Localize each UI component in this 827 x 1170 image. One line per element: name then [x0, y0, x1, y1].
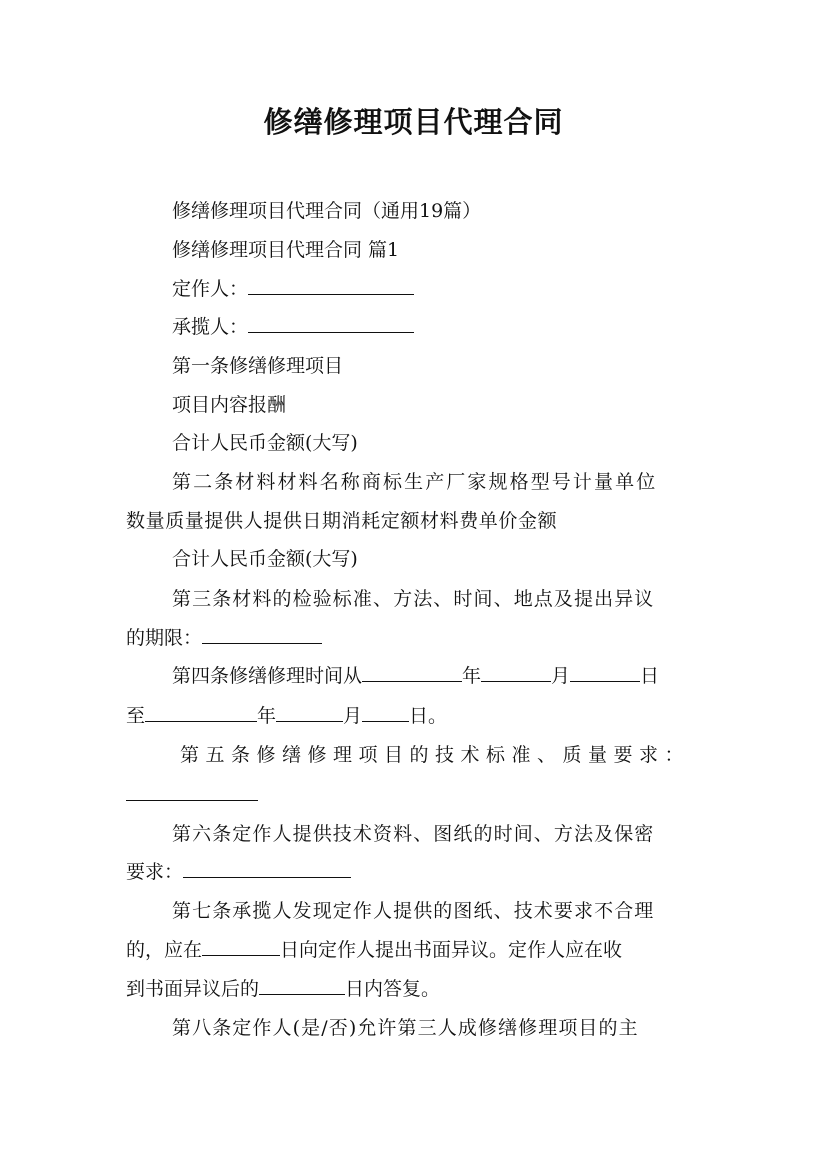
end-day-text: 日。 — [409, 705, 448, 727]
party-b-line — [172, 313, 414, 341]
article-7-line2 — [126, 936, 622, 964]
article-1-total: 合计人民币金额(大写) — [172, 432, 358, 454]
article-6-line2 — [126, 858, 351, 886]
article-4-line1 — [172, 662, 659, 690]
article-7-text-d: 日内答复。 — [345, 978, 441, 1000]
article-6-line1: 第六条定作人提供技术资料、图纸的时间、方法及保密 — [172, 823, 655, 845]
party-b-blank — [248, 314, 414, 333]
article-1: 第一条修缮修理项目 — [172, 355, 344, 377]
article-3-line2 — [126, 624, 322, 652]
article-6-blank — [183, 859, 351, 878]
day-text: 日 — [640, 665, 660, 687]
until-text: 至 — [126, 705, 146, 727]
end-month-text: 月 — [343, 705, 363, 727]
document-subtitle: 修缮修理项目代理合同（通用19篇） — [172, 200, 482, 222]
article-4-end-month-blank — [276, 703, 343, 722]
article-7-reply-blank — [259, 976, 345, 995]
article-3-line1: 第三条材料的检验标准、方法、时间、地点及提出异议 — [172, 588, 655, 610]
article-7-line3 — [126, 975, 440, 1003]
party-b-label: 承揽人： — [172, 316, 249, 338]
article-4-end-day-blank — [362, 703, 409, 722]
article-3-deadline-label: 的期限： — [126, 627, 203, 649]
year-text: 年 — [462, 665, 482, 687]
article-5-blank — [126, 800, 258, 801]
article-3-blank — [202, 625, 322, 644]
article-1-columns: 项目内容报酬 — [172, 394, 287, 416]
party-a-blank — [248, 276, 414, 295]
month-text: 月 — [551, 665, 571, 687]
article-7-text-a: 的，应在 — [126, 939, 203, 961]
article-7-text-c: 到书面异议后的 — [126, 978, 260, 1000]
article-8-line1: 第八条定作人(是/否)允许第三人成修缮修理项目的主 — [172, 1017, 639, 1039]
party-a-label: 定作人： — [172, 278, 249, 300]
document-title: 修缮修理项目代理合同 — [263, 105, 564, 139]
article-4-day-blank — [570, 663, 640, 682]
article-7-days-blank — [202, 937, 280, 956]
part-heading: 修缮修理项目代理合同 篇1 — [172, 239, 400, 261]
article-4-line2 — [126, 702, 447, 730]
article-5: 第五条修缮修理项目的技术标准、质量要求： — [180, 744, 691, 766]
article-2-line1: 第二条材料材料名称商标生产厂家规格型号计量单位 — [172, 471, 658, 493]
article-4-label: 第四条修缮修理时间从 — [172, 665, 363, 687]
party-a-line — [172, 275, 414, 303]
article-2-total: 合计人民币金额(大写) — [172, 548, 358, 570]
article-7-line1: 第七条承揽人发现定作人提供的图纸、技术要求不合理 — [172, 900, 655, 922]
article-4-end-year-blank — [145, 703, 257, 722]
article-7-text-b: 日向定作人提出书面异议。定作人应在收 — [280, 939, 623, 961]
article-4-year-blank — [362, 663, 462, 682]
article-2-line2: 数量质量提供人提供日期消耗定额材料费单价金额 — [126, 510, 558, 532]
article-6-requirement-label: 要求： — [126, 861, 184, 883]
article-4-month-blank — [481, 663, 551, 682]
end-year-text: 年 — [257, 705, 277, 727]
